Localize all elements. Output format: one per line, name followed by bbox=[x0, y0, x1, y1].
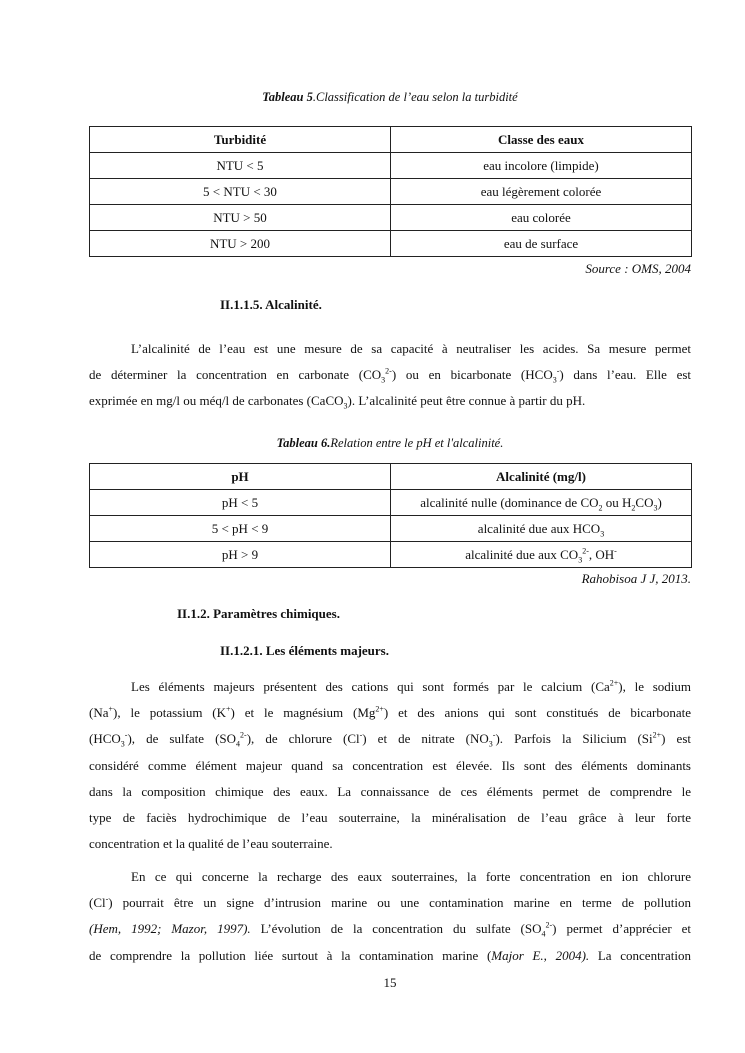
table-row bbox=[90, 179, 692, 205]
text-line: (Na+), le potassium (K+) et le magnésium $(Mg^{2+})$ et des anions qui sont constitués de bicarbonate bbox=[89, 704, 691, 721]
text-line: $(HCO_3^-)$, de sulfate $(SO_4^{2-})$, de chlorure (Cl-) et de nitrate $(NO_3^-)$. Parfois la Silicium $(Si^{2+})$ est bbox=[89, 731, 691, 749]
table-row bbox=[90, 153, 692, 179]
table6-caption bbox=[89, 436, 691, 451]
text-line: (Cl-) pourrait être un signe d’intrusion marine ou une contamination marine en terme de pollution bbox=[89, 894, 691, 911]
text-line: En ce qui concerne la recharge des eaux souterraines, la forte concentration en ion chlorure bbox=[131, 869, 691, 884]
table-header-cell: Alcalinité (mg/l) bbox=[391, 464, 692, 490]
table-cell: pH < 5 bbox=[90, 490, 391, 516]
table-cell: eau légèrement colorée bbox=[391, 179, 692, 205]
text-line: exprimée en mg/l ou méq/l de carbonates (CaCO$_3$). L’alcalinité peut être connue à partir du pH. bbox=[89, 393, 586, 411]
table-cell: NTU > 200 bbox=[90, 231, 391, 257]
table-header-row bbox=[90, 127, 692, 153]
table-cell: eau de surface bbox=[391, 231, 692, 257]
text-line: Les éléments majeurs présentent des cations qui sont formés par le calcium $(Ca^{2+})$, le sodium bbox=[131, 678, 691, 694]
table-header-row bbox=[90, 464, 692, 490]
section-heading-chimiques: II.1.2. Paramètres chimiques. bbox=[177, 606, 340, 621]
table5-title: .Classification de l’eau selon la turbidité bbox=[312, 90, 518, 104]
table-row bbox=[90, 205, 692, 231]
table-cell: alcalinité due aux $HCO_3$ bbox=[391, 516, 692, 542]
table-cell: NTU > 50 bbox=[90, 205, 391, 231]
text-line: (Hem, 1992; Mazor, 1997). L’évolution de la concentration du sulfate $(SO_4^{2-})$ permet d’apprécier et bbox=[89, 921, 692, 939]
paragraph-elements-majeurs bbox=[89, 674, 691, 857]
paragraph-recharge bbox=[89, 864, 691, 969]
table5-label: Tableau 5 bbox=[262, 90, 313, 104]
text-line: dans la composition chimique des eaux. La connaissance de ces éléments permet de comprendre le bbox=[89, 783, 691, 799]
table-cell: alcalinité nulle (dominance de $CO_2$ ou $H_2CO_3$) bbox=[391, 490, 692, 516]
subsection-heading-majeurs: II.1.2.1. Les éléments majeurs. bbox=[220, 643, 389, 658]
text-line: concentration et la qualité de l’eau souterraine. bbox=[89, 836, 333, 852]
table-row bbox=[90, 231, 692, 257]
text-line: de déterminer la concentration en carbonate $(CO_3^{2-})$ ou en bicarbonate $(HCO_3^-)$ dans l’eau. Elle est bbox=[89, 366, 692, 385]
page-number: 15 bbox=[383, 975, 397, 990]
table5-caption bbox=[89, 90, 691, 105]
table6 bbox=[89, 463, 692, 568]
section-heading-alcalinite: II.1.1.5. Alcalinité. bbox=[220, 297, 322, 312]
text-line: considéré comme élément majeur quand sa concentration est élevée. Ils sont des éléments dominants bbox=[89, 757, 691, 773]
table5 bbox=[89, 126, 692, 257]
text-line: de comprendre la pollution liée surtout à la contamination marine (Major E., 2004). La concentration bbox=[89, 947, 692, 963]
citation: Major E., 2004). bbox=[491, 947, 590, 963]
table-header-cell: pH bbox=[90, 464, 391, 490]
table-row bbox=[90, 490, 692, 516]
table-cell: alcalinité due aux $CO_3^{2-}$, OH- bbox=[391, 542, 692, 568]
text-line: type de faciès hydrochimique de l’eau souterraine, la minéralisation de l’eau grâce à leur forte bbox=[89, 809, 691, 825]
table-cell: 5 < pH < 9 bbox=[90, 516, 391, 542]
table-cell: pH > 9 bbox=[90, 542, 391, 568]
table-cell: 5 < NTU < 30 bbox=[90, 179, 391, 205]
table-cell: eau colorée bbox=[391, 205, 692, 231]
text-line: L’alcalinité de l’eau est une mesure de sa capacité à neutraliser les acides. Sa mesure permet bbox=[131, 341, 691, 356]
table6-label: Tableau 6. bbox=[276, 436, 331, 450]
citation: (Hem, 1992; Mazor, 1997). bbox=[89, 921, 251, 937]
table-cell: eau incolore (limpide) bbox=[391, 153, 692, 179]
table-row bbox=[90, 516, 692, 542]
table-row bbox=[90, 542, 692, 568]
table-cell: NTU < 5 bbox=[90, 153, 391, 179]
table5-source: Source : OMS, 2004 bbox=[585, 261, 691, 276]
table-header-cell: Turbidité bbox=[90, 127, 391, 153]
table6-title: Relation entre le pH et l'alcalinité. bbox=[330, 436, 504, 450]
paragraph-alcalinite bbox=[89, 336, 691, 415]
table-header-cell: Classe des eaux bbox=[391, 127, 692, 153]
table6-source: Rahobisoa J J, 2013. bbox=[581, 571, 691, 586]
